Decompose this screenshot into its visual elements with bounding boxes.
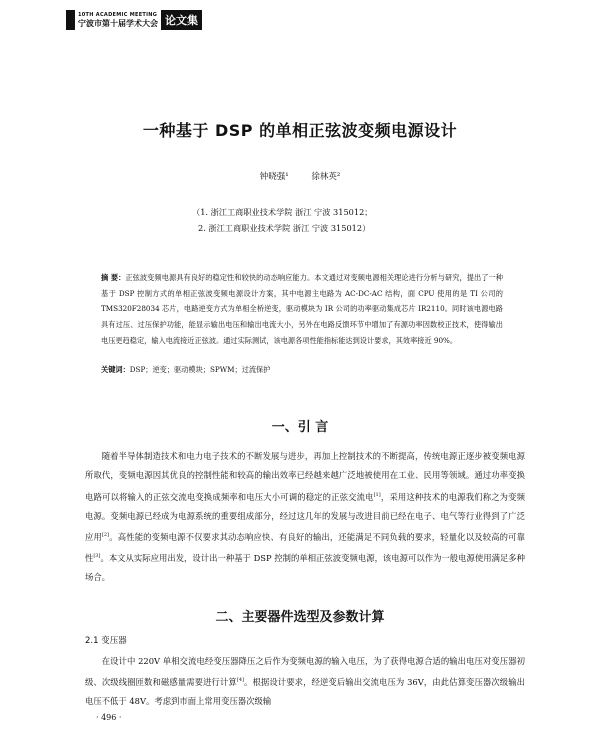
intro-paragraph (85, 447, 525, 587)
logo-chinese: 宁波市第十届学术大会 (78, 18, 158, 28)
intro-text-d: 。本文从实际应用出发，设计出一种基于 DSP 控制的单相正弦波变频电源，该电源可以作为一般电源使用满足多种场合。 (85, 552, 525, 583)
intro-text-a: 随着半导体制造技术和电力电子技术的不断发展与进步，再加上控制技术的不断提高，传统电源正逐步被变频电源所取代，变频电源因其优良的控制性能和较高的输出效率已经越来越广泛地被使用在工业、民用等领域。通过功率变换电路可以将输入的正弦交流电变换成频率和电压大小可调的稳定的正弦交流电 (85, 451, 525, 502)
abstract-label: 摘 要： (101, 273, 126, 282)
citation-4: [4] (236, 677, 244, 684)
author-2: 徐林英² (311, 172, 341, 182)
intro-text-c: 。高性能的变频电源不仅要求其动态响应快、有良好的输出，还能满足不同负载的要求，轻量化以及较高的可靠性 (85, 531, 526, 563)
keywords (101, 365, 503, 375)
transformer-paragraph (85, 652, 525, 712)
keywords-text: DSP；逆变；驱动模块；SPWM；过流保护 (129, 365, 271, 374)
abstract-text: 正弦波变频电源具有良好的稳定性和较快的动态响应能力。本文通过对变频电源相关理论进行分析与研究，提出了一种基于 DSP 控制方式的单相正弦波变频电源设计方案，其中电源主电路为 AC-DC-AC 结构，面 CPU 使用的是 TI 公司的 TMS320F28034 芯片，电路逆变方式为单相全桥逆变，驱动模块为 IR 公司的功率驱动集成芯片 IR2110。同时该电源电路具有过压、过压保护功能，能显示输出电压和输出电流大小，另外在电路反馈环节中增加了有源功率因数校正技术，使得输出电压更趋稳定，输入电流接近正弦波。通过实际测试，该电源各项性能指标能达到设计要求，其效率接近 90%。 (101, 273, 503, 345)
author-line (0, 170, 600, 182)
citation-1: [1] (373, 491, 381, 498)
logo-mark-icon (66, 10, 75, 30)
affiliation-1: （1. 浙江工商职业技术学院 浙江 宁波 315012； (192, 207, 373, 217)
transformer-text-a: 在设计中 220V 单相交流电经变压器降压之后作为变频电源的输入电压，为了获得电源合适的输出电压对变压器初级、次级线圈匝数和磁感量需要进行计算 (85, 656, 525, 688)
proceedings-logo (66, 10, 202, 30)
section-heading-intro: 一、引 言 (271, 420, 329, 435)
logo-text (78, 12, 158, 29)
affiliation-2: 2. 浙江工商职业技术学院 浙江 宁波 315012） (198, 223, 371, 233)
section-heading-components: 二、主要器件选型及参数计算 (215, 610, 385, 625)
subsection-heading-transformer: 2.1 变压器 (85, 636, 127, 646)
intro-text-b: ，采用这种技术的电源我们称之为变频电源。变频电源已经成为电源系统的重要组成部分，经过这几年的发展与改进目前已经在电子、电气等行业得到了广泛应用 (85, 491, 526, 542)
page-number: · 496 · (96, 713, 122, 722)
citation-2: [2] (101, 531, 110, 538)
intro-body (85, 447, 525, 587)
author-1: 钟晓强¹ (259, 172, 289, 182)
paper-title: 一种基于 DSP 的单相正弦波变频电源设计 (142, 121, 458, 140)
transformer-text-b: 。根据设计要求，经逆变后输出交流电压为 36V，由此估算变压器次级输出电压不低于 48V。考虑到市面上常用变压器次级输 (85, 677, 525, 707)
logo-english: 10TH ACADEMIC MEETING (78, 11, 158, 18)
transformer-body (85, 652, 525, 714)
keywords-label: 关键词： (101, 365, 130, 374)
abstract (101, 270, 503, 349)
citation-3: [3] (93, 553, 101, 560)
logo-badge: 论文集 (161, 10, 202, 30)
